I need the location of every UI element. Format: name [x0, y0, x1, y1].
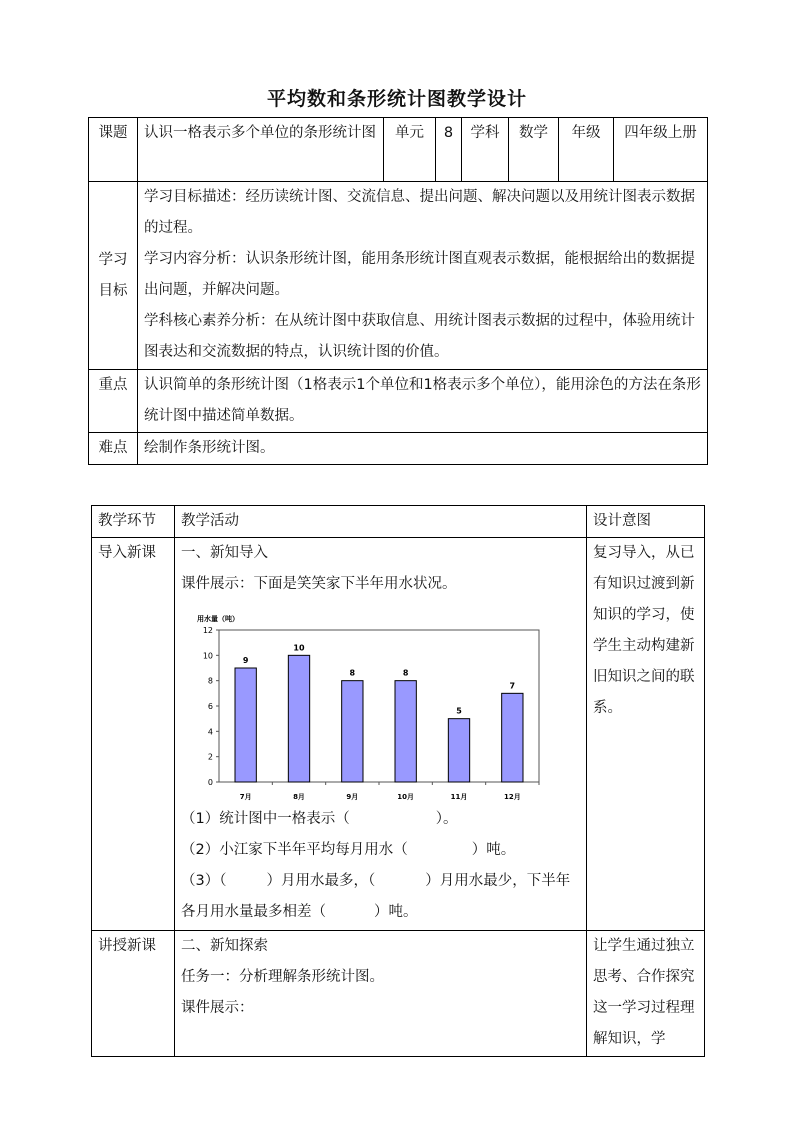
- x-tick-label: 7月: [239, 793, 252, 801]
- bar: [502, 693, 523, 782]
- bar-data-label: 8: [402, 668, 409, 678]
- intent-intro: 复习导入，从已有知识过渡到新知识的学习，使学生主动构建新旧知识之间的联系。: [587, 538, 705, 931]
- activity-intro: [175, 538, 587, 931]
- activity-new: [175, 931, 587, 1057]
- goal-literacy-analysis: 学科核心素养分析：在从统计图中获取信息、用统计图表示数据的过程中，体验用统计图表达和交流数据的特点，认识统计图的价值。: [144, 313, 695, 360]
- y-tick-label: 10: [202, 651, 213, 661]
- bar-data-label: 9: [242, 656, 249, 665]
- header-stage: 教学环节: [92, 506, 175, 538]
- x-tick-label: 10月: [397, 793, 415, 801]
- grade-value: 四年级上册: [614, 118, 708, 182]
- x-tick-label: 9月: [346, 793, 359, 801]
- goal-content-analysis: 学习内容分析：认识条形统计图，能用条形统计图直观表示数据，能根据给出的数据提出问题，并解决问题。: [144, 251, 695, 298]
- subject-label: 学科: [462, 118, 509, 182]
- bar: [448, 719, 469, 782]
- topic-value: 认识一格表示多个单位的条形统计图: [138, 118, 384, 182]
- y-tick-label: 0: [207, 778, 213, 787]
- bar: [395, 681, 416, 782]
- key-point-label: 重点: [89, 370, 138, 433]
- stage-new: 讲授新课: [92, 931, 175, 1057]
- y-tick-label: 8: [207, 676, 213, 686]
- header-activity: 教学活动: [175, 506, 587, 538]
- bar: [288, 655, 309, 782]
- bar: [235, 668, 256, 782]
- intro-text: 课件展示：下面是笑笑家下半年用水状况。: [181, 576, 457, 592]
- difficulty-value: 绘制作条形统计图。: [138, 433, 708, 465]
- courseware-show: 课件展示：: [181, 1000, 254, 1016]
- intent-new: 让学生通过独立思考、合作探究这一学习过程理解知识，学: [587, 931, 705, 1057]
- intro-heading: 一、新知导入: [181, 545, 268, 561]
- y-axis-label: 用水量（吨）: [197, 615, 239, 623]
- unit-label: 单元: [384, 118, 436, 182]
- unit-value: 8: [436, 118, 462, 182]
- grade-label: 年级: [559, 118, 614, 182]
- task-one: 任务一：分析理解条形统计图。: [181, 969, 384, 985]
- y-tick-label: 4: [207, 727, 213, 737]
- bar-data-label: 5: [456, 706, 462, 716]
- goals-content: [138, 182, 708, 370]
- bar-chart-svg: [189, 604, 549, 804]
- subject-value: 数学: [509, 118, 559, 182]
- plot-area: [219, 630, 539, 782]
- bar-data-label: 10: [293, 643, 305, 653]
- header-intent: 设计意图: [587, 506, 705, 538]
- x-tick-label: 12月: [503, 793, 521, 801]
- key-point-value: 认识简单的条形统计图（1格表示1个单位和1格表示多个单位），能用涂色的方法在条形统计图中描述简单数据。: [138, 370, 708, 433]
- goal-description: 学习目标描述：经历读统计图、交流信息、提出问题、解决问题以及用统计图表示数据的过程。: [144, 189, 695, 236]
- bar: [342, 681, 363, 782]
- bar-data-label: 8: [349, 668, 356, 678]
- document-title: 平均数和条形统计图教学设计: [266, 88, 527, 110]
- lesson-info-table: [88, 117, 708, 465]
- question-2: （2）小江家下半年平均每月用水（ ）吨。: [181, 842, 516, 858]
- stage-intro: 导入新课: [92, 538, 175, 931]
- bar-data-label: 7: [509, 681, 516, 691]
- y-tick-label: 6: [207, 702, 213, 711]
- question-3: （3）（ ）月用水最多，（ ）月用水最少，下半年各月用水量最多相差（ ）吨。: [181, 873, 571, 920]
- goals-label: 学习目标: [89, 182, 138, 370]
- y-tick-label: 2: [207, 752, 213, 762]
- x-tick-label: 8月: [293, 793, 305, 801]
- new-heading: 二、新知探索: [181, 938, 268, 954]
- water-usage-chart: [189, 604, 549, 804]
- topic-label: 课题: [89, 118, 138, 182]
- y-tick-label: 12: [202, 626, 213, 635]
- difficulty-label: 难点: [89, 433, 138, 465]
- question-1: （1）统计图中一格表示（ ）。: [181, 811, 458, 827]
- teaching-process-table: [91, 505, 705, 1057]
- x-tick-label: 11月: [450, 793, 468, 801]
